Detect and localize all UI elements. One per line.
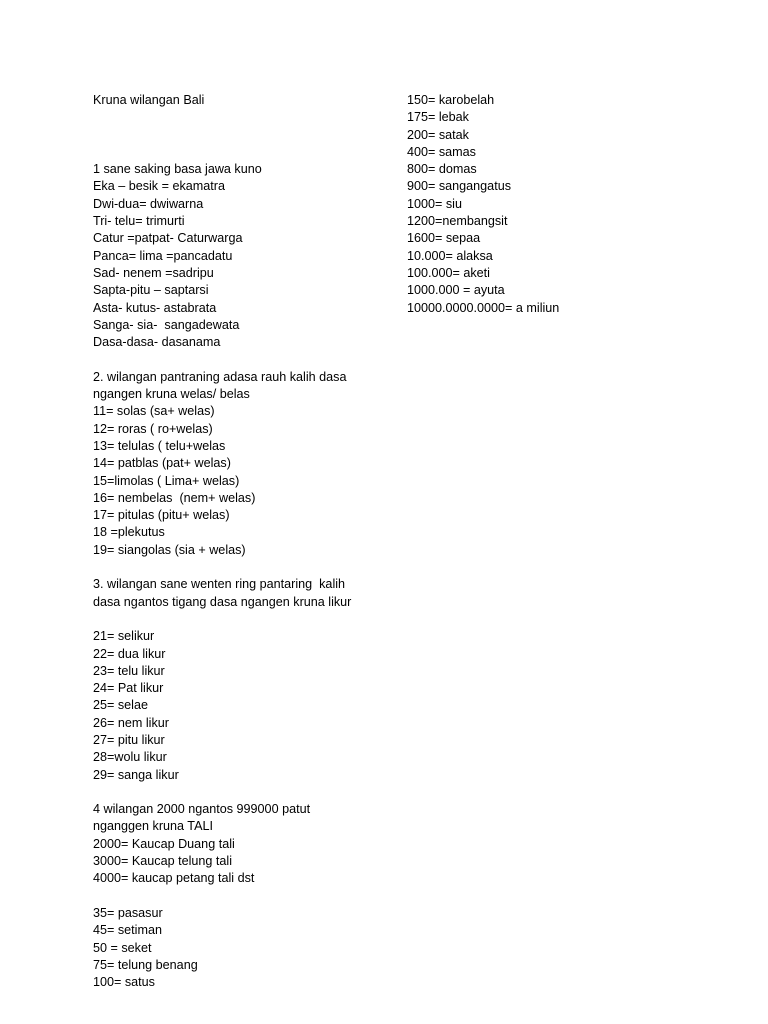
left-blank-line (93, 144, 393, 161)
left-text-line: Sad- nenem =sadripu (93, 265, 214, 280)
left-text-line: 29= sanga likur (93, 767, 179, 782)
left-text-line: 11= solas (sa+ welas) (93, 404, 215, 419)
left-text-line: Panca= lima =pancadatu (93, 248, 233, 263)
left-blank-line (93, 127, 393, 144)
left-text-line: 45= setiman (93, 923, 162, 938)
left-text-line: 18 =plekutus (93, 525, 165, 540)
left-text-line: 22= dua likur (93, 646, 166, 661)
left-blank-line (93, 888, 393, 905)
left-blank-line (93, 351, 393, 368)
left-blank-line (93, 109, 393, 126)
right-text-line: 10000.0000.0000= a miliun (407, 300, 560, 315)
left-text-line: 50 = seket (93, 940, 152, 955)
left-text-line: Sanga- sia- sangadewata (93, 317, 240, 332)
right-text-line: 1600= sepaa (407, 231, 481, 246)
left-text-line: 24= Pat likur (93, 681, 164, 696)
left-text-line: 19= siangolas (sia + welas) (93, 542, 246, 557)
right-text-line: 150= karobelah (407, 93, 495, 107)
right-text-line: 400= samas (407, 144, 476, 159)
left-text-line: Asta- kutus- astabrata (93, 300, 217, 315)
left-text-line: 3000= Kaucap telung tali (93, 854, 232, 869)
left-text-line: 2. wilangan pantraning adasa rauh kalih dasa (93, 369, 347, 384)
left-text-line: 100= satus (93, 975, 155, 990)
right-text-line: 200= satak (407, 127, 469, 142)
left-text-line: Sapta-pitu – saptarsi (93, 283, 209, 298)
left-text-line: 12= roras ( ro+welas) (93, 421, 213, 436)
right-text-line: 1200=nembangsit (407, 214, 508, 229)
right-column (407, 92, 707, 317)
left-text-line: 35= pasasur (93, 905, 163, 920)
left-text-line: Catur =patpat- Caturwarga (93, 231, 243, 246)
left-text-line: 3. wilangan sane wenten ring pantaring kalih (93, 577, 346, 592)
left-text-line: 1 sane saking basa jawa kuno (93, 162, 262, 177)
left-text-line: 4 wilangan 2000 ngantos 999000 patut (93, 802, 311, 817)
left-blank-line (93, 611, 393, 628)
left-text-line: 16= nembelas (nem+ welas) (93, 490, 256, 505)
left-text-line: nganggen kruna TALI (93, 819, 213, 834)
left-text-line: 15=limolas ( Lima+ welas) (93, 473, 240, 488)
left-text-line: 4000= kaucap petang tali dst (93, 871, 255, 886)
left-text-line: dasa ngantos tigang dasa ngangen kruna likur (93, 594, 352, 609)
right-text-line: 800= domas (407, 162, 477, 177)
left-text-line: 27= pitu likur (93, 732, 165, 747)
left-text-line: ngangen kruna welas/ belas (93, 387, 250, 402)
document-title: Kruna wilangan Bali (93, 93, 205, 107)
left-text-line: 14= patblas (pat+ welas) (93, 456, 231, 471)
left-column (93, 92, 393, 991)
left-text-line: 28=wolu likur (93, 750, 167, 765)
left-text-line: 23= telu likur (93, 663, 165, 678)
right-text-line: 1000= siu (407, 196, 462, 211)
left-text-line: Dwi-dua= dwiwarna (93, 196, 204, 211)
left-text-line: 25= selae (93, 698, 148, 713)
left-blank-line (93, 784, 393, 801)
left-text-line: 26= nem likur (93, 715, 169, 730)
right-text-line: 175= lebak (407, 110, 469, 125)
left-text-line: 21= selikur (93, 629, 155, 644)
left-text-line: 17= pitulas (pitu+ welas) (93, 508, 230, 523)
right-text-line: 100.000= aketi (407, 265, 490, 280)
left-text-line: Dasa-dasa- dasanama (93, 335, 221, 350)
left-text-line: Eka – besik = ekamatra (93, 179, 225, 194)
left-text-line: 2000= Kaucap Duang tali (93, 836, 235, 851)
right-text-line: 10.000= alaksa (407, 248, 493, 263)
left-blank-line (93, 559, 393, 576)
right-text-line: 900= sangangatus (407, 179, 511, 194)
left-text-line: Tri- telu= trimurti (93, 214, 185, 229)
left-text-line: 75= telung benang (93, 957, 198, 972)
left-text-line: 13= telulas ( telu+welas (93, 438, 226, 453)
right-text-line: 1000.000 = ayuta (407, 283, 505, 298)
